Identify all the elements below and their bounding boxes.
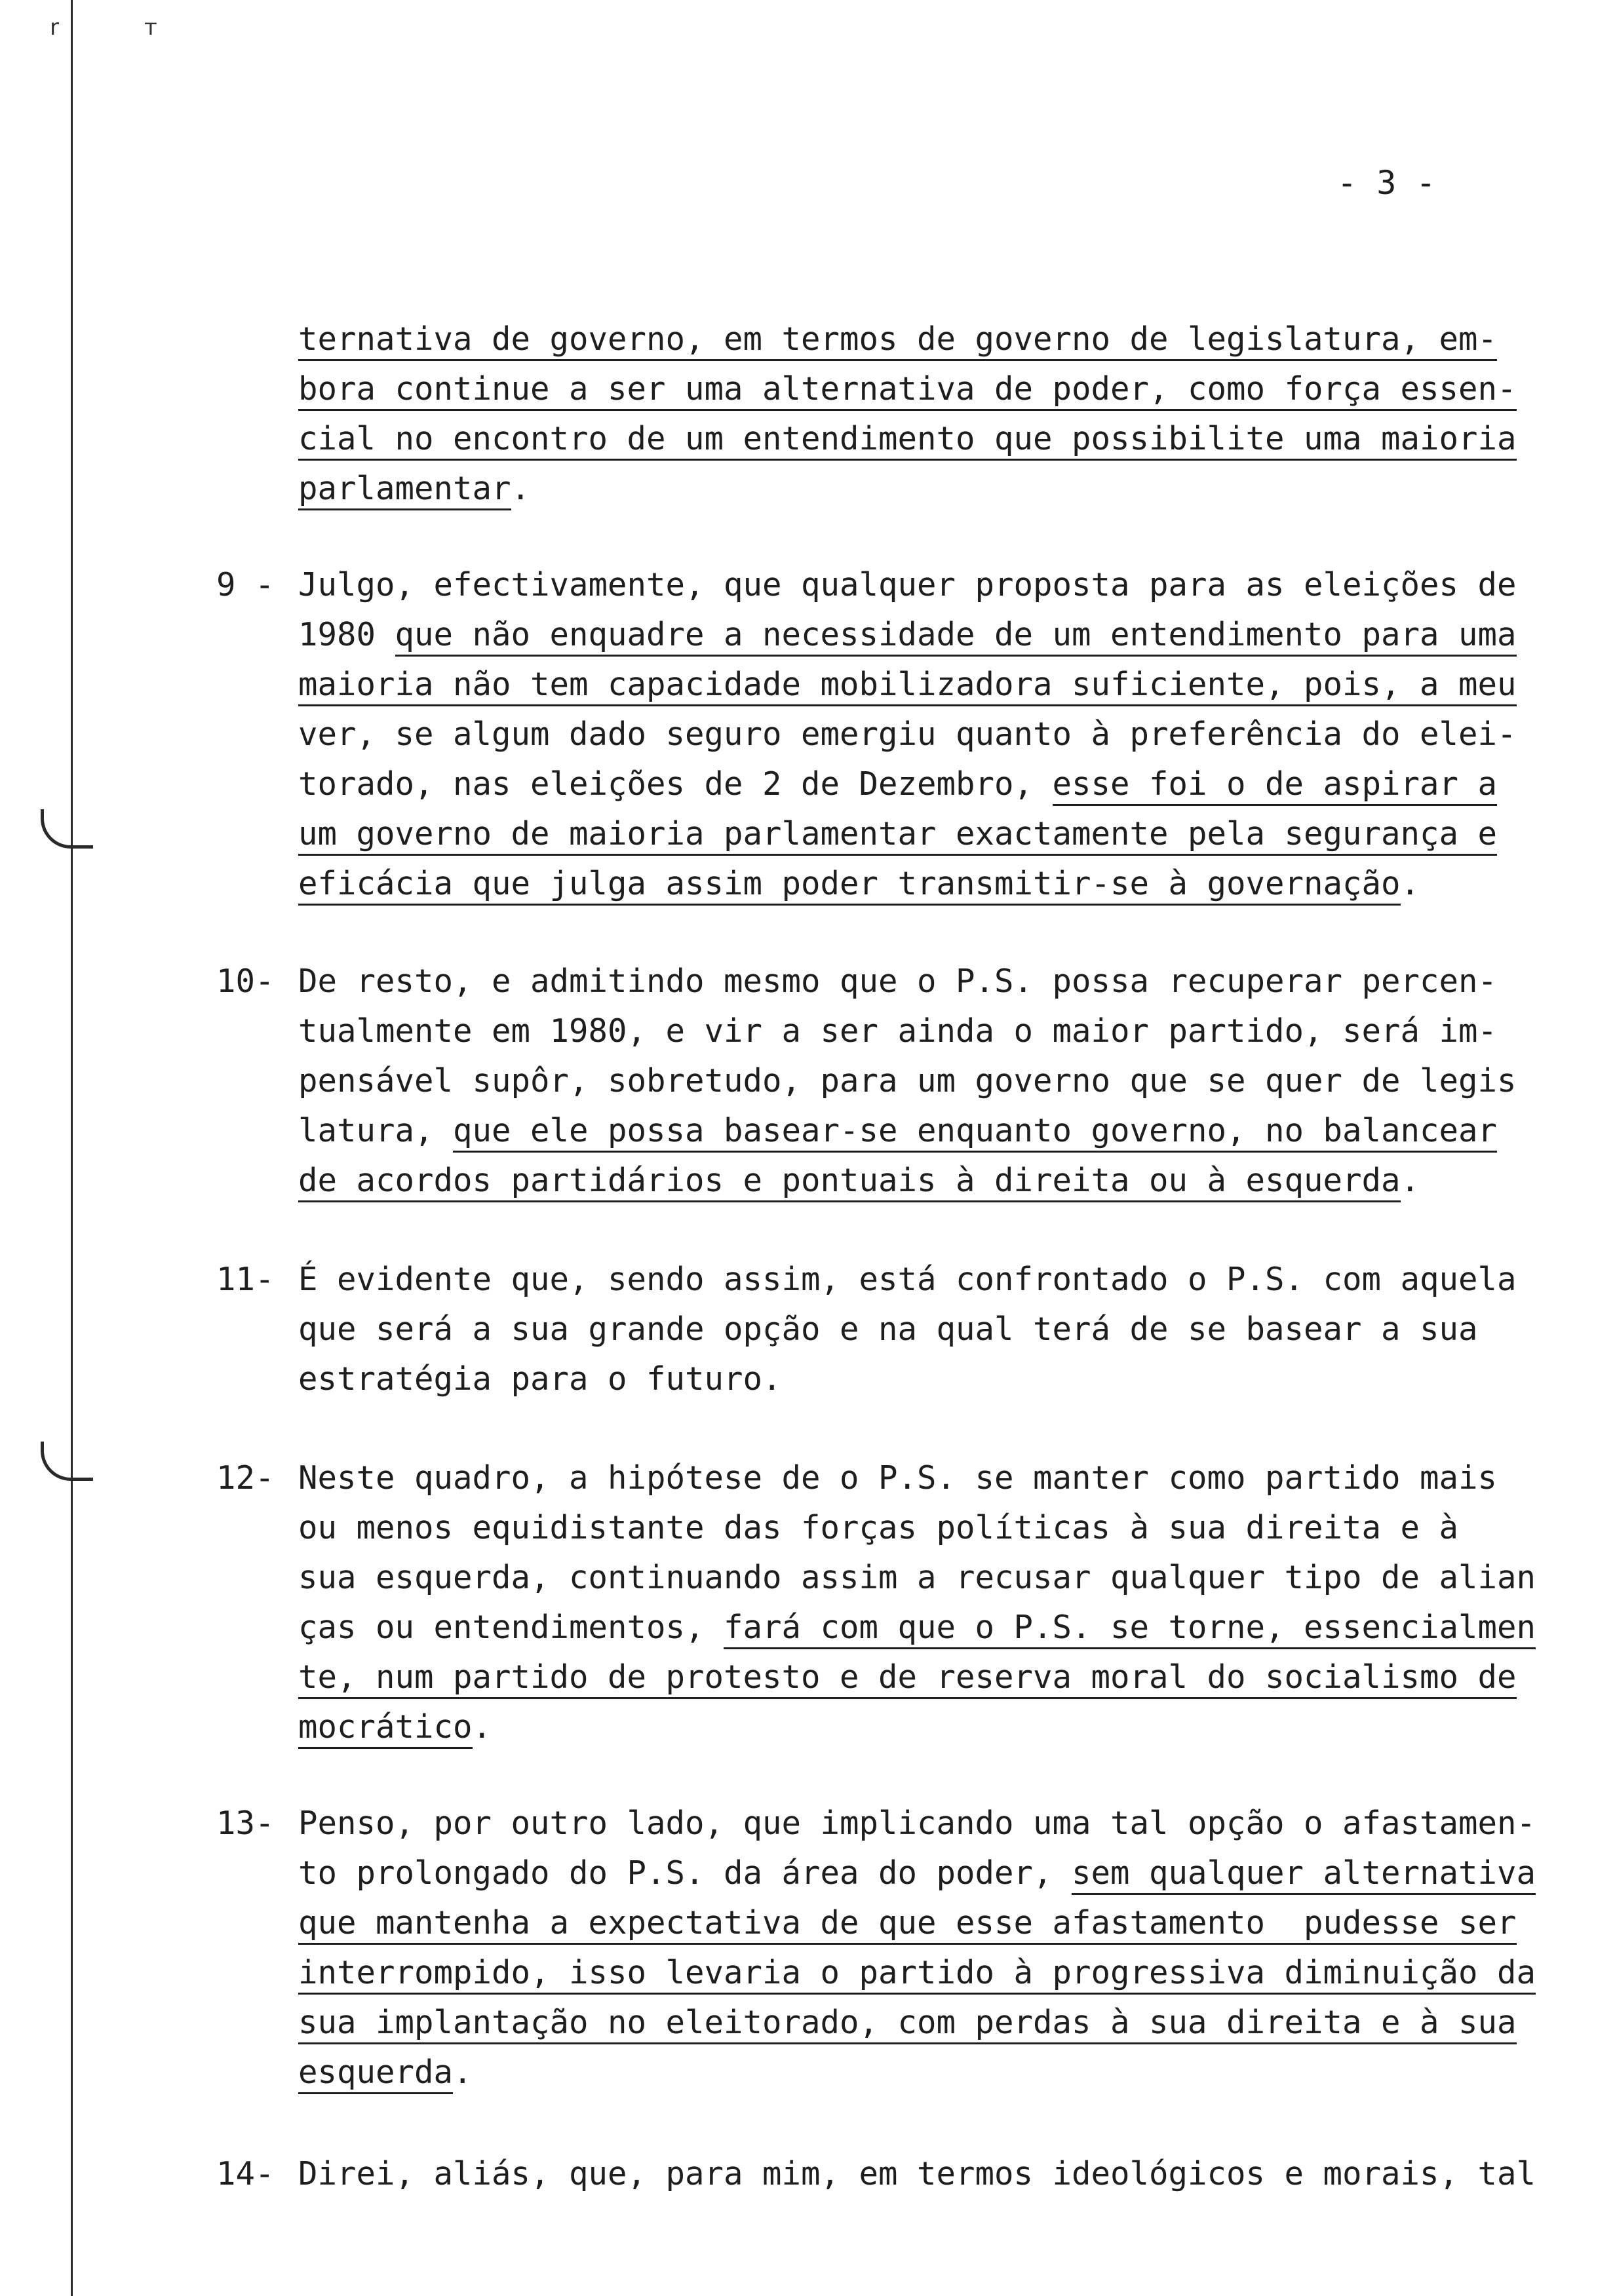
text-segment: . (1400, 865, 1420, 902)
underlined-text: ternativa de governo, em termos de governo de legislatura, em- (298, 320, 1497, 361)
paragraph-lines (298, 2149, 1580, 2199)
paragraph-number: 9 - (216, 566, 275, 603)
text-line (298, 560, 1580, 610)
text-line (298, 1553, 1580, 1603)
underlined-text: eficácia que julga assim poder transmitir-se à governação (298, 865, 1401, 906)
text-line (298, 1305, 1580, 1354)
paragraph-number: 12- (216, 1459, 275, 1497)
text-segment: latura, (298, 1112, 454, 1149)
paragraph (216, 315, 1580, 514)
text-line (298, 1106, 1580, 1156)
text-segment: Neste quadro, a hipótese de o P.S. se manter como partido mais (298, 1459, 1498, 1497)
underlined-text: fará com que o P.S. se torne, essencialmen (724, 1609, 1536, 1649)
text-segment: 1980 (298, 616, 395, 653)
text-segment: Julgo, efectivamente, que qualquer proposta para as eleições de (298, 566, 1517, 603)
text-segment: ças ou entendimentos, (298, 1609, 724, 1646)
text-segment: ver, se algum dado seguro emergiu quanto à preferência do elei- (298, 716, 1517, 753)
underlined-text: que ele possa basear-se enquanto governo, no balancear (453, 1112, 1497, 1153)
text-segment: torado, nas eleições de 2 de Dezembro, (298, 765, 1053, 803)
text-segment: . (1400, 1162, 1420, 1199)
text-line (298, 1503, 1580, 1553)
underlined-text: sua implantação no eleitorado, com perdas à sua direita e à sua (298, 2004, 1517, 2044)
text-segment: que será a sua grande opção e na qual terá de se basear a sua (298, 1311, 1478, 1348)
paragraph (216, 1799, 1580, 2097)
text-segment: pensável supôr, sobretudo, para um governo que se quer de legis (298, 1062, 1517, 1100)
text-segment: . (511, 470, 531, 507)
underlined-text: bora continue a ser uma alternativa de poder, como força essen- (298, 370, 1517, 411)
corner-mark-left: r (50, 14, 59, 41)
paragraph-lines (298, 560, 1580, 909)
text-line (298, 1998, 1580, 2048)
text-line (298, 710, 1580, 759)
underlined-text: um governo de maioria parlamentar exactamente pela segurança e (298, 815, 1497, 856)
underlined-text: sem qualquer alternativa (1072, 1854, 1536, 1895)
text-segment: to prolongado do P.S. da área do poder, (298, 1854, 1072, 1892)
text-segment: . (453, 2054, 473, 2091)
text-line (298, 1848, 1580, 1898)
text-segment: sua esquerda, continuando assim a recusar qualquer tipo de alian (298, 1559, 1536, 1596)
paragraph-lines (298, 315, 1580, 514)
corner-mark-right: ᴛ (144, 14, 157, 41)
paragraph (216, 2149, 1580, 2199)
underlined-text: cial no encontro de um entendimento que possibilite uma maioria (298, 420, 1517, 461)
text-line (298, 610, 1580, 660)
paragraph-number: 11- (216, 1261, 275, 1298)
text-segment: ou menos equidistante das forças políticas à sua direita e à (298, 1509, 1459, 1546)
underlined-text: maioria não tem capacidade mobilizadora suficiente, pois, a meu (298, 666, 1517, 706)
underlined-text: te, num partido de protesto e de reserva moral do socialismo de (298, 1658, 1517, 1699)
text-line (298, 1255, 1580, 1305)
text-line (298, 1056, 1580, 1106)
underlined-text: mocrático (298, 1708, 473, 1749)
text-line (298, 2149, 1580, 2199)
paragraph-number: 13- (216, 1805, 275, 1842)
paragraph (216, 957, 1580, 1206)
text-line (298, 364, 1580, 414)
text-line (298, 1156, 1580, 1206)
underlined-text: esse foi o de aspirar a (1053, 765, 1498, 806)
text-segment: Direi, aliás, que, para mim, em termos ideológicos e morais, tal (298, 2155, 1536, 2192)
text-line (298, 315, 1580, 364)
paragraph (216, 560, 1580, 909)
underlined-text: que não enquadre a necessidade de um entendimento para uma (395, 616, 1517, 657)
underlined-text: parlamentar (298, 470, 511, 510)
paragraph-lines (298, 1799, 1580, 2097)
underlined-text: de acordos partidários e pontuais à direita ou à esquerda (298, 1162, 1401, 1202)
text-segment: tualmente em 1980, e vir a ser ainda o maior partido, será im- (298, 1012, 1498, 1050)
paragraph-lines (298, 1453, 1580, 1752)
underlined-text: que mantenha a expectativa de que esse afastamento pudesse ser (298, 1904, 1517, 1945)
text-line (298, 1453, 1580, 1503)
text-line (298, 1898, 1580, 1948)
text-line (298, 1702, 1580, 1752)
text-segment: Penso, por outro lado, que implicando uma tal opção o afastamen- (298, 1805, 1536, 1842)
text-line (298, 1653, 1580, 1702)
text-line (298, 414, 1580, 464)
text-line (298, 759, 1580, 809)
paragraph-lines (298, 957, 1580, 1206)
paragraph-lines (298, 1255, 1580, 1404)
text-line (298, 1603, 1580, 1653)
text-line (298, 1948, 1580, 1998)
underlined-text: esquerda (298, 2054, 453, 2094)
text-segment: De resto, e admitindo mesmo que o P.S. possa recuperar percen- (298, 963, 1498, 1000)
text-line (298, 809, 1580, 859)
punch-hole-mark-lower (41, 1442, 93, 1481)
text-line (298, 464, 1580, 514)
paragraph (216, 1255, 1580, 1404)
left-margin-rule (71, 0, 73, 2296)
paragraph-number: 14- (216, 2155, 275, 2192)
text-line (298, 1006, 1580, 1056)
page-number: - 3 - (1337, 164, 1436, 202)
text-line (298, 859, 1580, 909)
text-line (298, 957, 1580, 1006)
text-segment: É evidente que, sendo assim, está confrontado o P.S. com aquela (298, 1261, 1517, 1298)
text-line (298, 660, 1580, 710)
text-segment: . (472, 1708, 492, 1746)
paragraph (216, 1453, 1580, 1752)
text-line (298, 1799, 1580, 1848)
text-line (298, 2048, 1580, 2097)
punch-hole-mark-upper (41, 809, 93, 849)
text-segment: estratégia para o futuro. (298, 1360, 782, 1398)
underlined-text: interrompido, isso levaria o partido à progressiva diminuição da (298, 1954, 1536, 1995)
text-line (298, 1354, 1580, 1404)
paragraph-number: 10- (216, 963, 275, 1000)
